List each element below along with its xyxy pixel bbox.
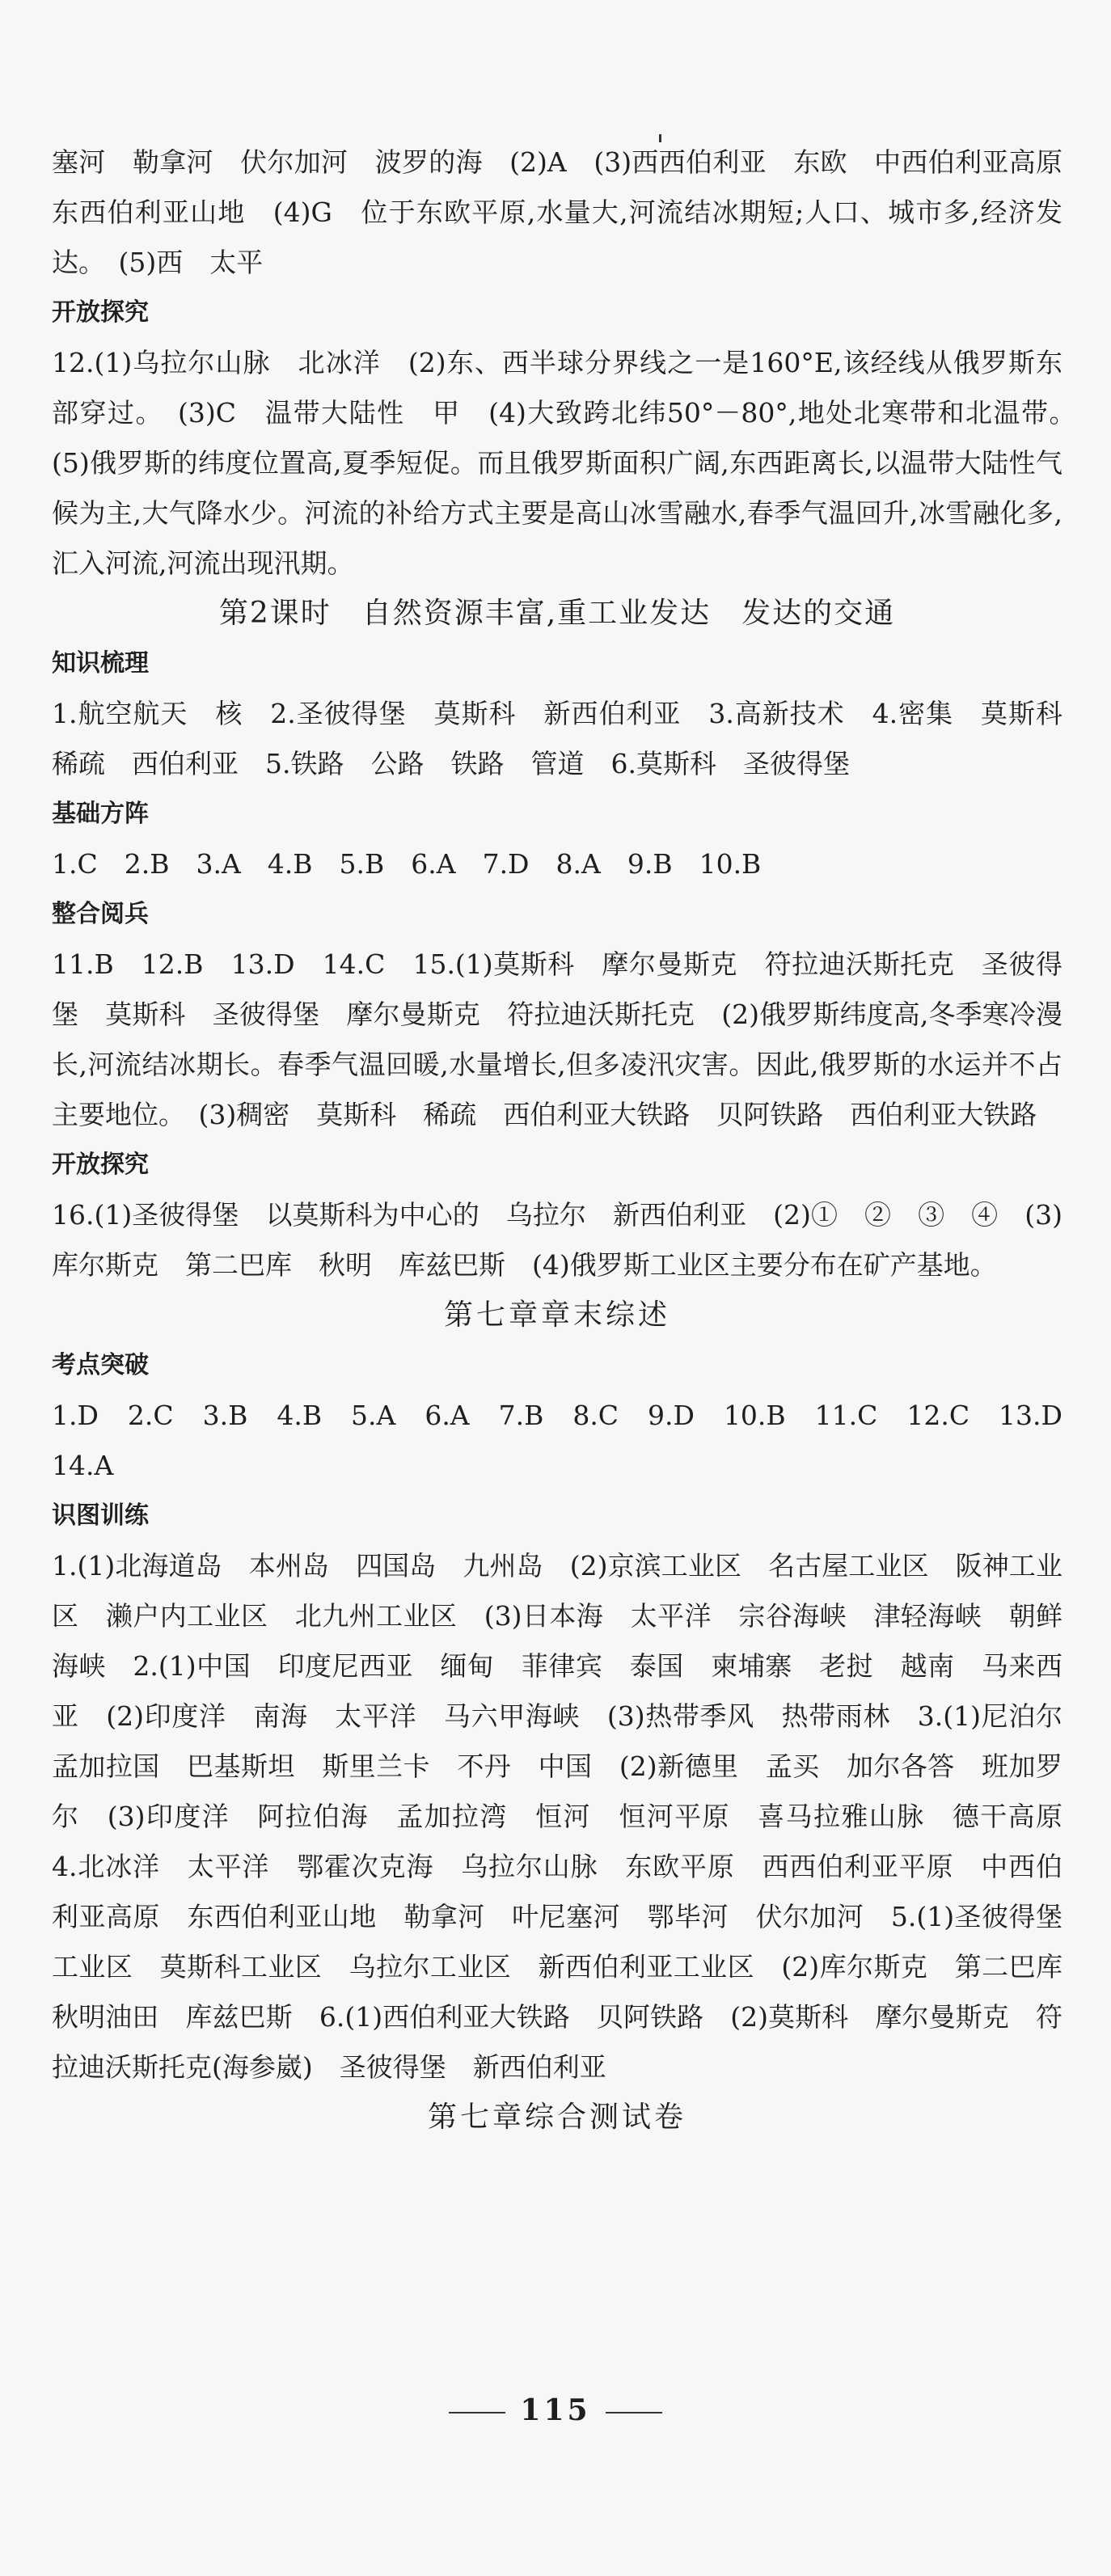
page-number-footer bbox=[0, 2393, 1111, 2427]
answer-q12: 12.(1)乌拉尔山脉 北冰洋 (2)东、西半球分界线之一是160°E,该经线从俄罗斯东部穿过。 (3)C 温带大陆性 甲 (4)大致跨北纬50°－80°,地处北寒带和北温带。 (5)俄罗斯的纬度位置高,夏季短促。而且俄罗斯面积广阔,东西距离长,以温带大陆性气候为主,大气降水少。河流的补给方式主要是高山冰雪融水,春季气温回升,冰雪融化多,汇入河流,河流出现汛期。 bbox=[52, 347, 1089, 579]
next-section-title: 第七章综合测试卷 bbox=[427, 2101, 686, 2134]
left-dash bbox=[449, 2412, 505, 2413]
section-heading-basic: 基础方阵 bbox=[52, 800, 149, 828]
section-heading-exam-points: 考点突破 bbox=[52, 1351, 149, 1379]
section-heading-open-inquiry: 开放探究 bbox=[52, 298, 149, 327]
section-heading-integrated: 整合阅兵 bbox=[52, 900, 149, 928]
page-number: 115 bbox=[520, 2393, 591, 2427]
answer-continuation: 塞河 勒拿河 伏尔加河 波罗的海 (2)A (3)西西伯利亚 东欧 中西伯利亚高原 东西伯利亚山地 (4)G 位于东欧平原,水量大,河流结冰期短;人口、城市多,经济发达。 (5)西 太平 bbox=[52, 146, 1089, 278]
answer-knowledge: 1.航空航天 核 2.圣彼得堡 莫斯科 新西伯利亚 3.高新技术 4.密集 莫斯科 稀疏 西伯利亚 5.铁路 公路 铁路 管道 6.莫斯科 圣彼得堡 bbox=[52, 698, 1089, 779]
answer-integrated: 11.B 12.B 13.D 14.C 15.(1)莫斯科 摩尔曼斯克 符拉迪沃斯托克 圣彼得堡 莫斯科 圣彼得堡 摩尔曼斯克 符拉迪沃斯托克 (2)俄罗斯纬度高,冬季寒冷漫长,河流结冰期长。春季气温回暖,水量增长,但多凌汛灾害。因此,俄罗斯的水运并不占主要地位。 (3)稠密 莫斯科 稀疏 西伯利亚大铁路 贝阿铁路 西伯利亚大铁路 bbox=[52, 948, 1062, 1130]
answer-q16: 16.(1)圣彼得堡 以莫斯科为中心的 乌拉尔 新西伯利亚 (2)① ② ③ ④ (3)库尔斯克 第二巴库 秋明 库兹巴斯 (4)俄罗斯工业区主要分布在矿产基地。 bbox=[52, 1199, 1062, 1281]
answer-basic: 1.C 2.B 3.A 4.B 5.B 6.A 7.D 8.A 9.B 10.B bbox=[52, 848, 762, 880]
section-heading-map-training: 识图训练 bbox=[52, 1501, 149, 1530]
right-dash bbox=[606, 2412, 662, 2413]
answer-map-training: 1.(1)北海道岛 本州岛 四国岛 九州岛 (2)京滨工业区 名古屋工业区 阪神工业区 濑户内工业区 北九州工业区 (3)日本海 太平洋 宗谷海峡 津轻海峡 朝鲜海峡 2.(1)中国 印度尼西亚 缅甸 菲律宾 泰国 柬埔寨 老挝 越南 马来西亚 (2)印度洋 南海 太平洋 马六甲海峡 (3)热带季风 热带雨林 3.(1)尼泊尔 孟加拉国 巴基斯坦 斯里兰卡 不丹 中国 (2)新德里 孟买 加尔各答 班加罗尔 (3)印度洋 阿拉伯海 孟加拉湾 恒河 恒河平原 喜马拉雅山脉 德干高原 4.北冰洋 太平洋 鄂霍次克海 乌拉尔山脉 东欧平原 西西伯利亚平原 中西伯利亚高原 东西伯利亚山地 勒拿河 叶尼塞河 鄂毕河 伏尔加河 5.(1)圣彼得堡工业区 莫斯科工业区 乌拉尔工业区 新西伯利亚工业区 (2)库尔斯克 第二巴库 秋明油田 库兹巴斯 6.(1)西伯利亚大铁路 贝阿铁路 (2)莫斯科 摩尔曼斯克 符拉迪沃斯托克(海参崴) 圣彼得堡 新西伯利亚 bbox=[52, 1550, 1089, 2083]
answer-page bbox=[52, 137, 1089, 2143]
section-heading-knowledge: 知识梳理 bbox=[52, 649, 149, 678]
answer-exam-points: 1.D 2.C 3.B 4.B 5.A 6.A 7.B 8.C 9.D 10.B 11.C 12.C 13.D 14.A bbox=[52, 1400, 1089, 1481]
section-heading-open-inquiry-2: 开放探究 bbox=[52, 1151, 149, 1179]
lesson-title: 第2课时 自然资源丰富,重工业发达 发达的交通 bbox=[218, 597, 896, 630]
chapter-review-title: 第七章章末综述 bbox=[443, 1299, 670, 1332]
